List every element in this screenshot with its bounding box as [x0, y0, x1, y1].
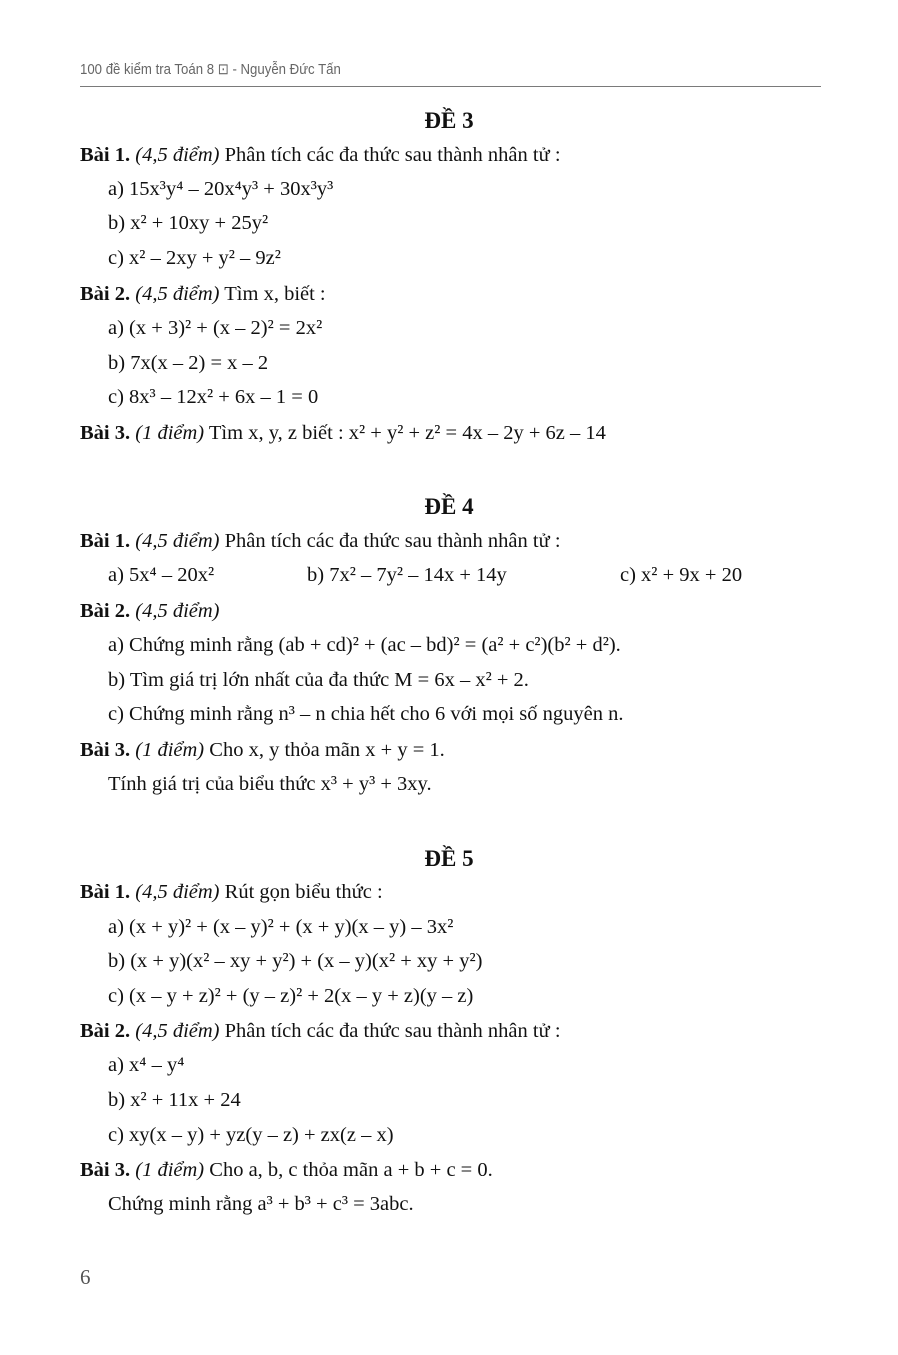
problem-items-row	[108, 565, 768, 589]
problem-2-heading	[80, 601, 220, 622]
problem-item: c) x² + 9x + 20	[620, 564, 743, 586]
problem-text: Rút gọn biểu thức :	[224, 881, 383, 903]
problem-points: (1 điểm)	[135, 739, 205, 761]
problem-points: (4,5 điểm)	[135, 1020, 220, 1042]
problem-text: Tìm x, y, z biết : x² + y² + z² = 4x – 2y + 6z – 14	[208, 422, 606, 444]
problem-item: c) Chứng minh rằng n³ – n chia hết cho 6 với mọi số nguyên n.	[108, 703, 624, 725]
problem-3-heading	[80, 1160, 493, 1181]
problem-2-heading	[80, 1021, 561, 1042]
problem-item: c) (x – y + z)² + (y – z)² + 2(x – y + z)(y – z)	[108, 985, 474, 1007]
problem-item: b) x² + 11x + 24	[108, 1089, 241, 1111]
problem-label: Bài 1.	[80, 530, 131, 552]
problem-text: Cho a, b, c thỏa mãn a + b + c = 0.	[209, 1159, 493, 1181]
page-number: 6	[80, 1265, 91, 1289]
problem-label: Bài 2.	[80, 600, 131, 622]
problem-item: b) (x + y)(x² – xy + y²) + (x – y)(x² + xy + y²)	[108, 950, 483, 972]
problem-label: Bài 1.	[80, 881, 131, 903]
problem-3-heading	[80, 423, 606, 444]
problem-item: c) xy(x – y) + yz(y – z) + zx(z – x)	[108, 1124, 394, 1146]
problem-label: Bài 1.	[80, 144, 131, 166]
problem-3-heading	[80, 740, 445, 761]
problem-item: a) (x + 3)² + (x – 2)² = 2x²	[108, 317, 323, 339]
problem-continuation: Tính giá trị của biểu thức x³ + y³ + 3xy.	[108, 773, 432, 795]
problem-item: a) Chứng minh rằng (ab + cd)² + (ac – bd)² = (a² + c²)(b² + d²).	[108, 634, 621, 656]
problem-points: (4,5 điểm)	[135, 530, 220, 552]
problem-continuation: Chứng minh rằng a³ + b³ + c³ = 3abc.	[108, 1193, 414, 1215]
problem-item: a) 15x³y⁴ – 20x⁴y³ + 30x³y³	[108, 178, 334, 200]
problem-text: Tìm x, biết :	[224, 283, 326, 305]
section-title-de-3: ĐỀ 3	[424, 108, 474, 133]
problem-item: c) x² – 2xy + y² – 9z²	[108, 247, 281, 269]
problem-1-heading	[80, 145, 561, 166]
section-title-de-5: ĐỀ 5	[424, 846, 474, 871]
problem-text: Phân tích các đa thức sau thành nhân tử :	[224, 144, 561, 166]
problem-item: a) x⁴ – y⁴	[108, 1054, 185, 1076]
problem-points: (4,5 điểm)	[135, 144, 220, 166]
header-text: 100 đề kiểm tra Toán 8 ⊡ - Nguyễn Đức Tấn	[80, 61, 341, 78]
problem-item: a) (x + y)² + (x – y)² + (x + y)(x – y) – 3x²	[108, 916, 454, 938]
problem-text: Phân tích các đa thức sau thành nhân tử :	[224, 530, 561, 552]
problem-label: Bài 3.	[80, 1159, 131, 1181]
problem-1-heading	[80, 882, 383, 903]
section-title-de-4: ĐỀ 4	[424, 494, 474, 519]
problem-label: Bài 2.	[80, 1020, 131, 1042]
problem-points: (4,5 điểm)	[135, 283, 220, 305]
problem-item: b) x² + 10xy + 25y²	[108, 212, 269, 234]
problem-text: Cho x, y thỏa mãn x + y = 1.	[209, 739, 445, 761]
problem-points: (1 điểm)	[135, 422, 205, 444]
problem-label: Bài 3.	[80, 739, 131, 761]
problem-item: c) 8x³ – 12x² + 6x – 1 = 0	[108, 386, 319, 408]
problem-1-heading	[80, 531, 561, 552]
problem-label: Bài 2.	[80, 283, 131, 305]
problem-points: (1 điểm)	[135, 1159, 205, 1181]
problem-item: a) 5x⁴ – 20x²	[108, 564, 215, 586]
problem-item: b) Tìm giá trị lớn nhất của đa thức M = 6x – x² + 2.	[108, 669, 529, 691]
problem-label: Bài 3.	[80, 422, 131, 444]
problem-item: b) 7x² – 7y² – 14x + 14y	[307, 564, 507, 586]
problem-points: (4,5 điểm)	[135, 881, 220, 903]
problem-2-heading	[80, 284, 326, 305]
running-header	[80, 60, 821, 87]
problem-text: Phân tích các đa thức sau thành nhân tử :	[224, 1020, 561, 1042]
problem-item: b) 7x(x – 2) = x – 2	[108, 352, 269, 374]
problem-points: (4,5 điểm)	[135, 600, 220, 622]
